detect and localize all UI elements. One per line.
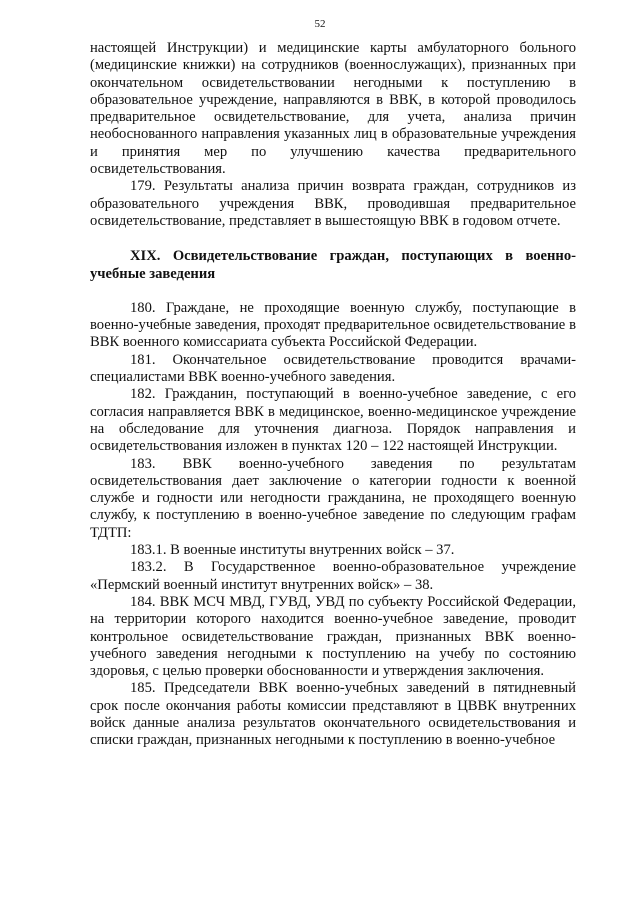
section-heading: XIX. Освидетельствование граждан, поступающих в военно-учебные заведения	[90, 248, 576, 282]
page-number: 52	[314, 18, 326, 30]
paragraph-184: 184. ВВК МСЧ МВД, ГУВД, УВД по субъекту Российской Федерации, на территории которого находится военно-учебное заведение, проводит контрольное освидетельствование граждан, признанных ВВК военно-учебного заведения негодными к поступлению на учебу по состоянию здоровья, с целью проверки обоснованности и утверждения заключения.	[90, 593, 576, 680]
paragraph-183-1: 183.1. В военные институты внутренних войск – 37.	[130, 542, 455, 559]
paragraph-180: 180. Граждане, не проходящие военную службу, поступающие в военно-учебные заведения, проходят предварительное освидетельствование в ВВК военного комиссариата субъекта Российской Федерации.	[90, 299, 576, 351]
paragraph-185: 185. Председатели ВВК военно-учебных заведений в пятидневный срок после окончания работы комиссии представляют в ЦВВК внутренних войск данные анализа результатов окончательного освидетельствования и списки граждан, признанных негодными к поступлению в военно-учебное	[90, 680, 576, 749]
paragraph-183-2: 183.2. В Государственное военно-образовательное учреждение «Пермский военный институт внутренних войск» – 38.	[90, 559, 576, 593]
paragraph-182: 182. Гражданин, поступающий в военно-учебное заведение, с его согласия направляется ВВК в медицинское, военно-медицинское учреждение на обследование для уточнения диагноза. Порядок направления и освидетельствования изложен в пунктах 120 – 122 настоящей Инструкции.	[90, 386, 576, 455]
paragraph-179: 179. Результаты анализа причин возврата граждан, сотрудников из образовательного учреждения ВВК, проводившая предварительное освидетельствование, представляет в вышестоящую ВВК в годовом отчете.	[90, 178, 576, 229]
paragraph-183: 183. ВВК военно-учебного заведения по результатам освидетельствования дает заключение о категории годности к военной службе и годности или негодности гражданина, не проходящего военную службу, к поступлению в военно-учебное заведение по следующим графам ТДТП:	[90, 455, 576, 541]
paragraph-continuation: настоящей Инструкции) и медицинские карты амбулаторного больного (медицинские книжки) на сотрудников (военнослужащих), признанных при окончательном освидетельствовании негодными к поступлению в образовательное учреждение, направляются в ВВК, в которой проводилось предварительное освидетельствование, для учета, анализа причин необоснованного направления указанных лиц в образовательные учреждения и принятия мер по улучшению качества предварительного освидетельствования.	[90, 40, 576, 178]
paragraph-181: 181. Окончательное освидетельствование проводится врачами-специалистами ВВК военно-учебного заведения.	[90, 351, 576, 386]
document-body	[90, 40, 576, 750]
